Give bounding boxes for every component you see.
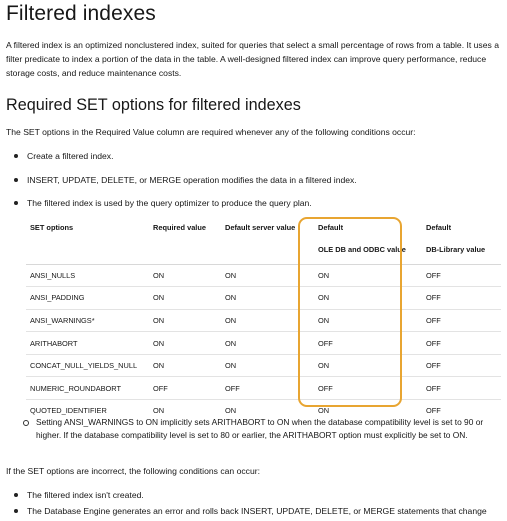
cell-dblib: OFF	[422, 287, 501, 310]
header-default-oledb-bottom: OLE DB and ODBC value	[318, 245, 406, 254]
header-default-dblib	[422, 217, 501, 264]
cell-option: NUMERIC_ROUNDABORT	[26, 377, 149, 400]
cell-server: ON	[221, 309, 314, 332]
table-note: Setting ANSI_WARNINGS to ON implicitly sets ARITHABORT to ON when the database compatibility level is set to 90 or higher. If the database compatibility level is set to 80 or earlier, the ARITHABORT option must explicitly be set to ON.	[22, 416, 498, 441]
table-note-list	[22, 416, 498, 441]
header-set-options: SET options	[26, 217, 149, 264]
cell-option: ANSI_WARNINGS*	[26, 309, 149, 332]
cell-server: ON	[221, 354, 314, 377]
cell-server: ON	[221, 287, 314, 310]
table-row	[26, 332, 501, 355]
header-default-server-value: Default server value	[221, 217, 314, 264]
set-options-table	[26, 217, 501, 422]
conditions-list	[14, 150, 357, 221]
table-row	[26, 309, 501, 332]
cell-dblib: OFF	[426, 406, 441, 416]
set-options-intro: The SET options in the Required Value column are required whenever any of the following conditions occur:	[6, 127, 416, 137]
section-heading: Required SET options for filtered indexes	[6, 96, 301, 114]
table-header-row	[26, 217, 501, 264]
header-default-oledb	[314, 217, 422, 264]
page-title: Filtered indexes	[6, 2, 156, 25]
list-item: The filtered index isn't created.	[14, 489, 487, 501]
cell-dblib: OFF	[422, 309, 501, 332]
cell-option: CONCAT_NULL_YIELDS_NULL	[26, 354, 149, 377]
table-row	[26, 377, 501, 400]
header-required-value: Required value	[149, 217, 221, 264]
cell-oledb: ON	[314, 354, 422, 377]
header-default-oledb-top: Default	[318, 223, 344, 232]
cell-dblib: OFF	[422, 332, 501, 355]
cell-oledb: ON	[318, 406, 330, 416]
cell-required: ON	[149, 287, 221, 310]
cell-server: ON	[225, 406, 237, 416]
list-item: The filtered index is used by the query optimizer to produce the query plan.	[14, 197, 357, 209]
header-default-dblib-top: Default	[426, 223, 452, 232]
incorrect-options-intro: If the SET options are incorrect, the following conditions can occur:	[6, 466, 260, 476]
cell-required: OFF	[149, 377, 221, 400]
cell-oledb: ON	[314, 309, 422, 332]
cell-oledb: ON	[314, 264, 422, 287]
cell-server: OFF	[221, 377, 314, 400]
cell-server: ON	[221, 332, 314, 355]
cell-oledb: OFF	[314, 332, 422, 355]
cell-required: ON	[149, 309, 221, 332]
list-item: The Database Engine generates an error and rolls back INSERT, UPDATE, DELETE, or MERGE statements that change	[14, 505, 487, 517]
cell-option: ANSI_NULLS	[26, 264, 149, 287]
cell-required: ON	[149, 264, 221, 287]
cell-required: ON	[153, 406, 165, 416]
cell-dblib: OFF	[422, 264, 501, 287]
cell-dblib: OFF	[422, 377, 501, 400]
table-row	[26, 264, 501, 287]
list-item: INSERT, UPDATE, DELETE, or MERGE operation modifies the data in a filtered index.	[14, 174, 357, 186]
header-default-dblib-bottom: DB-Library value	[426, 245, 486, 254]
cell-oledb: OFF	[314, 377, 422, 400]
cell-option: ANSI_PADDING	[26, 287, 149, 310]
intro-paragraph: A filtered index is an optimized nonclustered index, suited for queries that select a small percentage of rows from a table. It uses a filter predicate to index a portion of the data in the table. A well-designed filtered index can improve query performance, reduce storage costs, and reduce maintenance costs.	[6, 40, 499, 78]
cell-oledb: ON	[314, 287, 422, 310]
table-row	[26, 354, 501, 377]
cell-option: QUOTED_IDENTIFIER	[30, 406, 107, 416]
cell-option: ARITHABORT	[26, 332, 149, 355]
list-item: Create a filtered index.	[14, 150, 357, 162]
consequences-list	[14, 489, 487, 521]
cell-required: ON	[149, 332, 221, 355]
table-row	[26, 287, 501, 310]
cell-dblib: OFF	[422, 354, 501, 377]
cell-server: ON	[221, 264, 314, 287]
cell-required: ON	[149, 354, 221, 377]
